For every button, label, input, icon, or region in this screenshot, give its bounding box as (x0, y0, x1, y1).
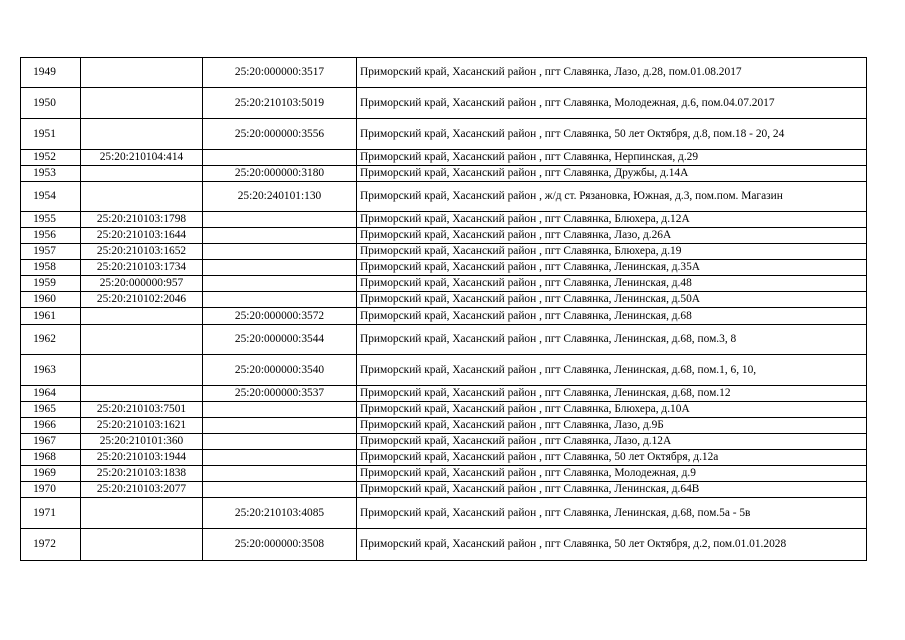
address-cell: Приморский край, Хасанский район , пгт Славянка, Ленинская, д.68, пом.12 (357, 386, 867, 402)
table-row (21, 276, 867, 292)
land-cadastral-number-cell (81, 498, 203, 529)
address-cell: Приморский край, Хасанский район , ж/д ст. Рязановка, Южная, д.3, пом.пом. Магазин (357, 182, 867, 212)
land-cadastral-number-cell (81, 355, 203, 386)
object-cadastral-number-cell (203, 228, 357, 244)
land-cadastral-number-cell (81, 88, 203, 119)
table-row (21, 166, 867, 182)
table-row (21, 325, 867, 355)
land-cadastral-number-cell (81, 325, 203, 355)
row-number-cell: 1966 (21, 418, 81, 434)
table-row (21, 119, 867, 150)
row-number-cell: 1954 (21, 182, 81, 212)
object-cadastral-number-cell (203, 434, 357, 450)
address-cell: Приморский край, Хасанский район , пгт Славянка, 50 лет Октября, д.2, пом.01.01.2028 (357, 529, 867, 561)
table-row (21, 498, 867, 529)
address-cell: Приморский край, Хасанский район , пгт Славянка, Лазо, д.12А (357, 434, 867, 450)
table-row (21, 355, 867, 386)
table-row (21, 212, 867, 228)
land-cadastral-number-cell: 25:20:210103:1798 (81, 212, 203, 228)
address-cell: Приморский край, Хасанский район , пгт Славянка, Лазо, д.28, пом.01.08.2017 (357, 58, 867, 88)
land-cadastral-number-cell: 25:20:210103:1838 (81, 466, 203, 482)
address-cell: Приморский край, Хасанский район , пгт Славянка, Блюхера, д.12А (357, 212, 867, 228)
table-row (21, 228, 867, 244)
row-number-cell: 1964 (21, 386, 81, 402)
land-cadastral-number-cell: 25:20:210101:360 (81, 434, 203, 450)
table-row (21, 482, 867, 498)
table-row (21, 450, 867, 466)
land-cadastral-number-cell: 25:20:210102:2046 (81, 292, 203, 308)
row-number-cell: 1957 (21, 244, 81, 260)
row-number-cell: 1965 (21, 402, 81, 418)
row-number-cell: 1972 (21, 529, 81, 561)
object-cadastral-number-cell (203, 276, 357, 292)
table-row (21, 466, 867, 482)
object-cadastral-number-cell: 25:20:000000:3572 (203, 308, 357, 325)
row-number-cell: 1971 (21, 498, 81, 529)
land-cadastral-number-cell (81, 182, 203, 212)
address-cell: Приморский край, Хасанский район , пгт Славянка, Молодежная, д.6, пом.04.07.2017 (357, 88, 867, 119)
object-cadastral-number-cell (203, 402, 357, 418)
address-cell: Приморский край, Хасанский район , пгт Славянка, Блюхера, д.19 (357, 244, 867, 260)
row-number-cell: 1950 (21, 88, 81, 119)
table-row (21, 260, 867, 276)
address-cell: Приморский край, Хасанский район , пгт Славянка, Ленинская, д.68, пом.3, 8 (357, 325, 867, 355)
land-cadastral-number-cell (81, 386, 203, 402)
table-row (21, 402, 867, 418)
row-number-cell: 1951 (21, 119, 81, 150)
land-cadastral-number-cell: 25:20:210103:2077 (81, 482, 203, 498)
row-number-cell: 1953 (21, 166, 81, 182)
land-cadastral-number-cell (81, 119, 203, 150)
table-row (21, 308, 867, 325)
address-cell: Приморский край, Хасанский район , пгт Славянка, Нерпинская, д.29 (357, 150, 867, 166)
table-row (21, 529, 867, 561)
object-cadastral-number-cell: 25:20:000000:3540 (203, 355, 357, 386)
row-number-cell: 1967 (21, 434, 81, 450)
object-cadastral-number-cell: 25:20:000000:3544 (203, 325, 357, 355)
row-number-cell: 1963 (21, 355, 81, 386)
row-number-cell: 1959 (21, 276, 81, 292)
row-number-cell: 1949 (21, 58, 81, 88)
address-cell: Приморский край, Хасанский район , пгт Славянка, Ленинская, д.64В (357, 482, 867, 498)
address-cell: Приморский край, Хасанский район , пгт Славянка, 50 лет Октября, д.12а (357, 450, 867, 466)
land-cadastral-number-cell: 25:20:000000:957 (81, 276, 203, 292)
registry-table-body (21, 58, 867, 561)
object-cadastral-number-cell (203, 418, 357, 434)
object-cadastral-number-cell (203, 244, 357, 260)
row-number-cell: 1962 (21, 325, 81, 355)
object-cadastral-number-cell: 25:20:240101:130 (203, 182, 357, 212)
address-cell: Приморский край, Хасанский район , пгт Славянка, Дружбы, д.14А (357, 166, 867, 182)
row-number-cell: 1955 (21, 212, 81, 228)
table-row (21, 418, 867, 434)
table-row (21, 58, 867, 88)
object-cadastral-number-cell (203, 450, 357, 466)
row-number-cell: 1952 (21, 150, 81, 166)
table-row (21, 244, 867, 260)
address-cell: Приморский край, Хасанский район , пгт Славянка, Ленинская, д.68, пом.5а - 5в (357, 498, 867, 529)
land-cadastral-number-cell (81, 529, 203, 561)
address-cell: Приморский край, Хасанский район , пгт Славянка, Молодежная, д.9 (357, 466, 867, 482)
object-cadastral-number-cell (203, 292, 357, 308)
land-cadastral-number-cell: 25:20:210103:1734 (81, 260, 203, 276)
land-cadastral-number-cell (81, 166, 203, 182)
row-number-cell: 1958 (21, 260, 81, 276)
land-cadastral-number-cell: 25:20:210103:1652 (81, 244, 203, 260)
address-cell: Приморский край, Хасанский район , пгт Славянка, Блюхера, д.10А (357, 402, 867, 418)
land-cadastral-number-cell: 25:20:210104:414 (81, 150, 203, 166)
land-cadastral-number-cell: 25:20:210103:1621 (81, 418, 203, 434)
object-cadastral-number-cell: 25:20:000000:3517 (203, 58, 357, 88)
table-row (21, 292, 867, 308)
land-cadastral-number-cell (81, 58, 203, 88)
row-number-cell: 1969 (21, 466, 81, 482)
row-number-cell: 1960 (21, 292, 81, 308)
address-cell: Приморский край, Хасанский район , пгт Славянка, Ленинская, д.50А (357, 292, 867, 308)
land-cadastral-number-cell: 25:20:210103:1944 (81, 450, 203, 466)
object-cadastral-number-cell (203, 466, 357, 482)
table-row (21, 182, 867, 212)
object-cadastral-number-cell: 25:20:000000:3556 (203, 119, 357, 150)
address-cell: Приморский край, Хасанский район , пгт Славянка, Лазо, д.9Б (357, 418, 867, 434)
row-number-cell: 1970 (21, 482, 81, 498)
object-cadastral-number-cell (203, 212, 357, 228)
land-cadastral-number-cell: 25:20:210103:1644 (81, 228, 203, 244)
row-number-cell: 1956 (21, 228, 81, 244)
object-cadastral-number-cell: 25:20:000000:3180 (203, 166, 357, 182)
table-row (21, 150, 867, 166)
row-number-cell: 1961 (21, 308, 81, 325)
property-registry-table (20, 57, 867, 561)
object-cadastral-number-cell (203, 150, 357, 166)
object-cadastral-number-cell: 25:20:000000:3537 (203, 386, 357, 402)
table-row (21, 88, 867, 119)
object-cadastral-number-cell (203, 482, 357, 498)
address-cell: Приморский край, Хасанский район , пгт Славянка, Ленинская, д.68 (357, 308, 867, 325)
object-cadastral-number-cell: 25:20:210103:4085 (203, 498, 357, 529)
row-number-cell: 1968 (21, 450, 81, 466)
table-row (21, 386, 867, 402)
address-cell: Приморский край, Хасанский район , пгт Славянка, Лазо, д.26А (357, 228, 867, 244)
object-cadastral-number-cell (203, 260, 357, 276)
object-cadastral-number-cell: 25:20:000000:3508 (203, 529, 357, 561)
land-cadastral-number-cell (81, 308, 203, 325)
address-cell: Приморский край, Хасанский район , пгт Славянка, Ленинская, д.68, пом.1, 6, 10, (357, 355, 867, 386)
address-cell: Приморский край, Хасанский район , пгт Славянка, 50 лет Октября, д.8, пом.18 - 20, 24 (357, 119, 867, 150)
address-cell: Приморский край, Хасанский район , пгт Славянка, Ленинская, д.35А (357, 260, 867, 276)
address-cell: Приморский край, Хасанский район , пгт Славянка, Ленинская, д.48 (357, 276, 867, 292)
object-cadastral-number-cell: 25:20:210103:5019 (203, 88, 357, 119)
table-row (21, 434, 867, 450)
land-cadastral-number-cell: 25:20:210103:7501 (81, 402, 203, 418)
